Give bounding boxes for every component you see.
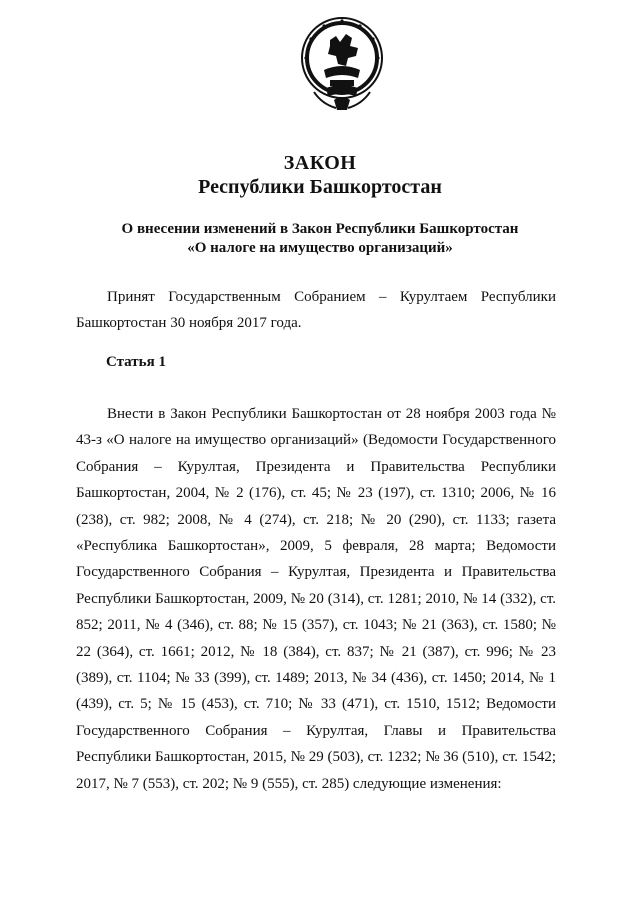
law-subject-line-2: «О налоге на имущество организаций» <box>187 240 453 256</box>
republic-heading: Республики Башкортостан <box>198 176 442 198</box>
document-type-heading: ЗАКОН <box>283 152 357 174</box>
adoption-text: Принят Государственным Собранием – Курултаем Республики Башкортостан 30 ноября 2017 года. <box>76 289 556 332</box>
article-heading: Статья 1 <box>106 354 166 370</box>
coat-of-arms-emblem <box>300 12 384 120</box>
article-body <box>76 401 556 797</box>
adoption-paragraph <box>76 284 556 337</box>
law-subject-line-1: О внесении изменений в Закон Республики Башкортостан <box>121 221 519 237</box>
coat-of-arms-icon <box>300 12 384 120</box>
law-subject-title <box>0 220 640 258</box>
article-text: Внести в Закон Республики Башкортостан от 28 ноября 2003 года № 43-з «О налоге на имущество организаций» (Ведомости Государственного Собрания – Курултая, Президента и Правительства Республики Башкортостан, 2004, № 2 (176), ст. 45; № 23 (197), ст. 1310; 2006, № 16 (238), ст. 982; 2008, № 4 (274), ст. 218; № 20 (290), ст. 1133; газета «Республика Башкортостан», 2009, 5 февраля, 28 марта; Ведомости Государственного Собрания – Курултая, Президента и Правительства Республики Башкортостан, 2009, № 20 (314), ст. 1281; 2010, № 14 (332), ст. 852; 2011, № 4 (346), ст. 88; № 15 (357), ст. 1043; № 21 (363), ст. 1580; № 22 (364), ст. 1661; 2012, № 18 (384), ст. 837; № 21 (387), ст. 996; № 23 (389), ст. 1104; № 33 (399), ст. 1489; 2013, № 34 (436), ст. 1450; 2014, № 1 (439), ст. 5; № 15 (453), ст. 710; № 33 (471), ст. 1510, 1512; Ведомости Государственного Собрания – Курултая, Главы и Правительства Республики Башкортостан, 2015, № 29 (503), ст. 1232; № 36 (510), ст. 1542; 2017, № 7 (553), ст. 202; № 9 (555), ст. 285) следующие изменения: <box>76 406 556 792</box>
